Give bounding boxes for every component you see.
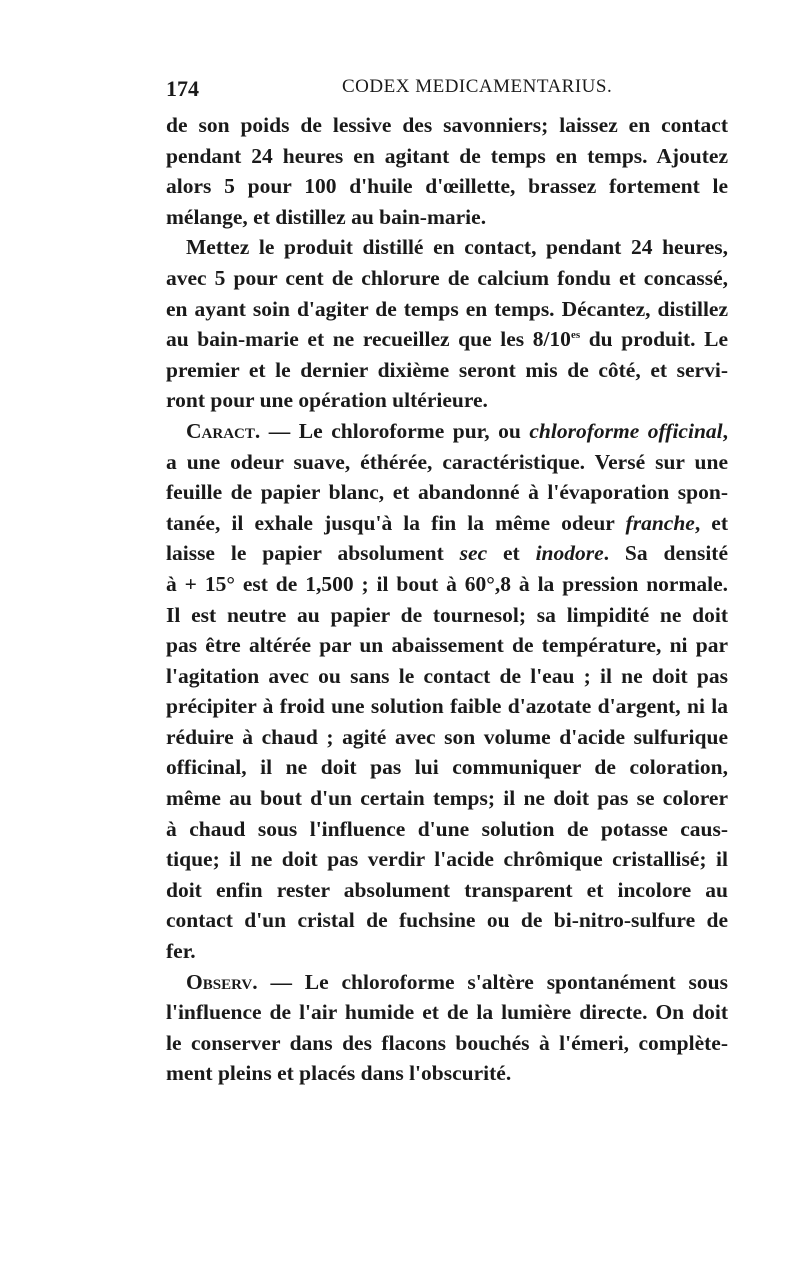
text-line [166, 508, 728, 539]
text-line: fer. [166, 939, 196, 964]
text-line: de son poids de lessive des savonniers; laissez en contact [166, 113, 728, 137]
italic-run: sec [459, 541, 488, 566]
text-line: ment pleins et placés dans l'obscurité. [166, 1061, 512, 1086]
text-run: . Sa densité [603, 541, 728, 566]
text-line: le conserver dans des flacons bouchés à l'émeri, complète- [166, 1030, 728, 1055]
text-line: contact d'un cristal de fuchsine ou de bi-nitro-sulfure de [166, 908, 728, 933]
text-line: pas être altérée par un abaissement de température, ni par [166, 633, 728, 658]
superscript: es [570, 329, 581, 341]
text-line: officinal, il ne doit pas lui communiquer de coloration, [166, 755, 728, 780]
italic-run: chloroforme officinal [529, 418, 723, 443]
text-run: du produit. Le [580, 327, 728, 352]
section-lead: Observ. [186, 969, 258, 994]
text-line: alors 5 pour 100 d'huile d'œillette, brassez fortement le [166, 174, 728, 199]
page-body [166, 110, 728, 1089]
text-run: — Le chloroforme pur, ou [260, 418, 530, 443]
text-line [166, 324, 728, 355]
text-run: — Le chloroforme s'altère spontanément sous [257, 969, 728, 994]
text-line [166, 967, 728, 998]
text-line: même au bout d'un certain temps; il ne doit pas se colorer [166, 786, 728, 811]
text-line: pendant 24 heures en agitant de temps en temps. Ajoutez [166, 143, 728, 168]
text-line: premier et le dernier dixième seront mis de côté, et servi- [166, 357, 728, 382]
italic-run: inodore [535, 541, 604, 566]
text-line: a une odeur suave, éthérée, caractéristique. Versé sur une [166, 449, 728, 474]
text-line [166, 538, 728, 569]
text-line: l'influence de l'air humide et de la lumière directe. On doit [166, 1000, 728, 1025]
text-line: doit enfin rester absolument transparent et incolore au [166, 877, 728, 902]
text-line: ront pour une opération ultérieure. [166, 388, 488, 413]
text-line: réduire à chaud ; agité avec son volume d'acide sulfurique [166, 724, 728, 749]
italic-run: franche [625, 510, 695, 535]
page-header [166, 76, 724, 102]
page-number: 174 [166, 76, 199, 101]
text-run: au bain-marie et ne recueillez que les 8/10 [166, 327, 571, 352]
text-line: à + 15° est de 1,500 ; il bout à 60°,8 à la pression normale. [166, 571, 728, 596]
text-run: laisse le papier absolument [166, 541, 460, 566]
text-line: en ayant soin d'agiter de temps en temps. Décantez, distillez [166, 296, 728, 321]
text-line [166, 416, 728, 447]
text-line: mélange, et distillez au bain-marie. [166, 204, 487, 229]
text-run: et [487, 541, 536, 566]
text-line: précipiter à froid une solution faible d'azotate d'argent, ni la [166, 694, 728, 719]
text-line: à chaud sous l'influence d'une solution de potasse caus- [166, 816, 728, 841]
text-run: tanée, il exhale jusqu'à la fin la même odeur [166, 510, 626, 535]
text-line: l'agitation avec ou sans le contact de l'eau ; il ne doit pas [166, 663, 728, 688]
text-run: , [722, 418, 729, 443]
text-line: Il est neutre au papier de tournesol; sa limpidité ne doit [166, 602, 728, 627]
text-line: Mettez le produit distillé en contact, pendant 24 heures, [186, 235, 728, 260]
text-line: avec 5 pour cent de chlorure de calcium fondu et concassé, [166, 265, 728, 290]
running-head: CODEX MEDICAMENTARIUS. [342, 76, 613, 97]
section-lead: Caract. [186, 418, 261, 443]
text-run: , et [694, 510, 728, 535]
text-line: tique; il ne doit pas verdir l'acide chrômique cristallisé; il [166, 847, 728, 872]
text-line: feuille de papier blanc, et abandonné à l'évaporation spon- [166, 480, 728, 505]
